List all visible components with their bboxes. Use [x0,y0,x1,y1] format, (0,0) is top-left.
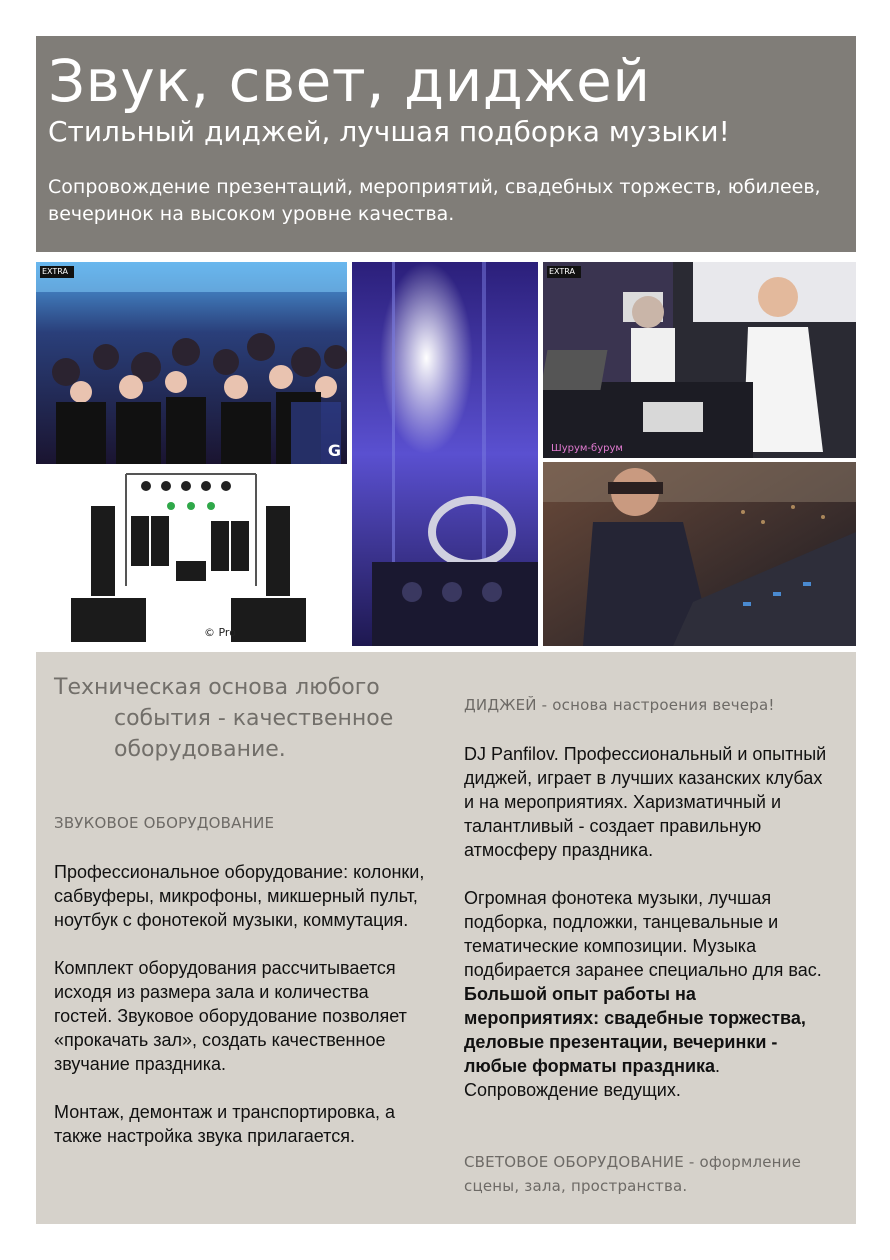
page-subtitle: Стильный диджей, лучшая подборка музыки! [48,115,730,148]
dj-photo-badge: EXTRA [549,267,575,276]
sound-equipment-photo [36,466,347,646]
party-crowd-photo [36,262,347,464]
page-title: Звук, свет, диджей [48,47,651,115]
dj-heading-accent: ДИДЖЕЙ [464,696,537,714]
info-section [36,652,856,1224]
light-heading [464,1150,844,1198]
dj-paragraph-2-start: Огромная фонотека музыки, лучшая подборка, подложки, танцевальные и тематические композиции. Музыка подбирается заранее специально для вас. [464,888,822,980]
dj-heading-rest: - основа настроения вечера! [536,696,775,714]
header-description: Сопровождение презентаций, мероприятий, свадебных торжеств, юбилеев, вечеринок на высоком уровне качества. [48,176,821,225]
dj-photo-caption: Шурум-бурум [551,443,623,454]
header-banner [36,36,856,252]
intro-line-1: Техническая основа любого [54,675,380,700]
dj-paragraph-2-end: . Сопровождение ведущих. [464,1056,721,1100]
dj-paragraph-2 [464,886,832,1102]
equipment-photo-caption: © Pro [204,626,236,639]
sound-paragraph-1: Профессиональное оборудование: колонки, сабвуферы, микрофоны, микшерный пульт, ноутбук с фонотекой музыки, коммутация. [54,862,425,930]
sound-heading: ЗВУКОВОЕ ОБОРУДОВАНИЕ [54,814,275,832]
dj-heading [464,696,775,714]
intro-line-2: события - качественное [114,706,394,731]
dj-text [464,742,832,1126]
dj-mixing-photo [543,462,856,646]
light-heading-rest: - оформление сцены, зала, пространства. [464,1153,802,1195]
party-photo-corner-mark: G [327,441,341,460]
sound-paragraph-3: Монтаж, демонтаж и транспортировка, а также настройка звука прилагается. [54,1102,395,1146]
intro-line-3: оборудование. [114,737,286,762]
sound-text [54,860,430,1172]
sound-paragraph-2: Комплект оборудования рассчитывается исходя из размера зала и количества гостей. Звуковое оборудование позволяет «прокачать зал», создать качественное звучание праздника. [54,958,407,1074]
dj-booth-photo [543,262,856,458]
headphones-lights-photo [352,262,538,646]
light-heading-accent: СВЕТОВОЕ ОБОРУДОВАНИЕ [464,1153,684,1171]
dj-paragraph-1: DJ Panfilov. Профессиональный и опытный диджей, играет в лучших казанских клубах и на мероприятиях. Харизматичный и талантливый - создает правильную атмосферу праздника. [464,744,827,860]
dj-paragraph-2-bold: Большой опыт работы на мероприятиях: свадебные торжества, деловые презентации, вечеринки - любые форматы праздника [464,984,806,1076]
party-photo-badge: EXTRA [42,267,68,276]
intro-heading [54,672,434,765]
